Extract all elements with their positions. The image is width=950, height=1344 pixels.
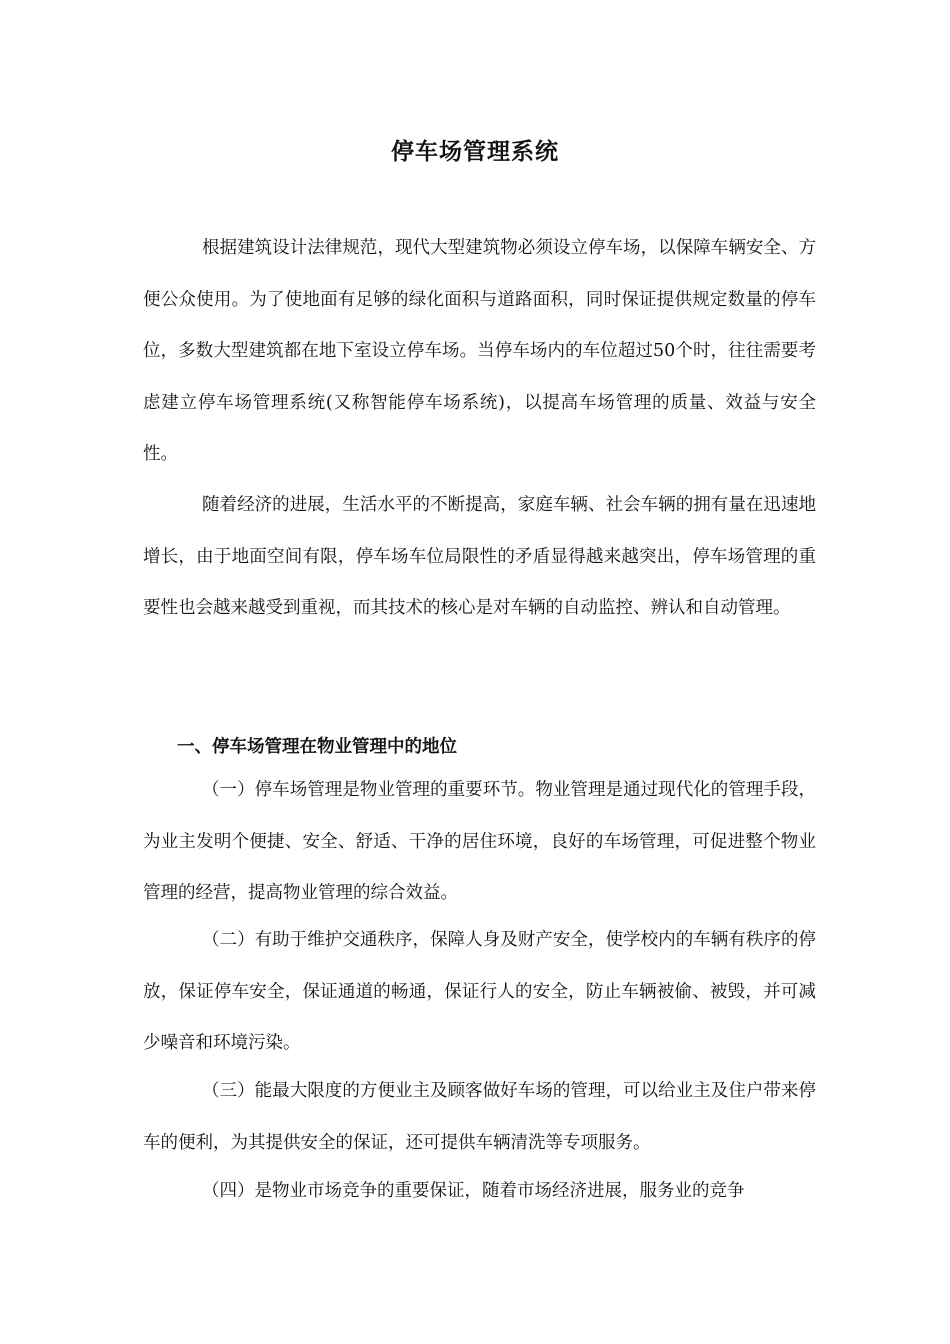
intro-paragraph-1: 根据建筑设计法律规范，现代大型建筑物必须设立停车场，以保障车辆安全、方便公众使用。为了使地面有足够的绿化面积与道路面积，同时保证提供规定数量的停车位，多数大型建筑都在地下室设立停车场。当停车场内的车位超过50个时，往往需要考虑建立停车场管理系统(又称智能停车场系统)，以提高车场管理的质量、效益与安全性。 [143, 238, 816, 464]
section-item-1: （一）停车场管理是物业管理的重要环节。物业管理是通过现代化的管理手段，为业主发明个便捷、安全、舒适、干净的居住环境，良好的车场管理，可促进整个物业管理的经营，提高物业管理的综合效益。 [143, 780, 816, 903]
section-item-4: （四）是物业市场竞争的重要保证，随着市场经济进展，服务业的竞争 [202, 1181, 745, 1201]
section-heading: 一、停车场管理在物业管理中的地位 [177, 737, 457, 757]
section-item-2: （二）有助于维护交通秩序，保障人身及财产安全，使学校内的车辆有秩序的停放，保证停车安全，保证通道的畅通，保证行人的安全，防止车辆被偷、被毁，并可减少噪音和环境污染。 [143, 930, 816, 1053]
document-title: 停车场管理系统 [391, 138, 559, 165]
section-item-3: （三）能最大限度的方便业主及顾客做好车场的管理，可以给业主及住户带来停车的便利，为其提供安全的保证，还可提供车辆清洗等专项服务。 [143, 1081, 816, 1153]
intro-paragraph-2: 随着经济的进展，生活水平的不断提高，家庭车辆、社会车辆的拥有量在迅速地增长，由于地面空间有限，停车场车位局限性的矛盾显得越来越突出，停车场管理的重要性也会越来越受到重视，而其技术的核心是对车辆的自动监控、辨认和自动管理。 [143, 495, 816, 618]
